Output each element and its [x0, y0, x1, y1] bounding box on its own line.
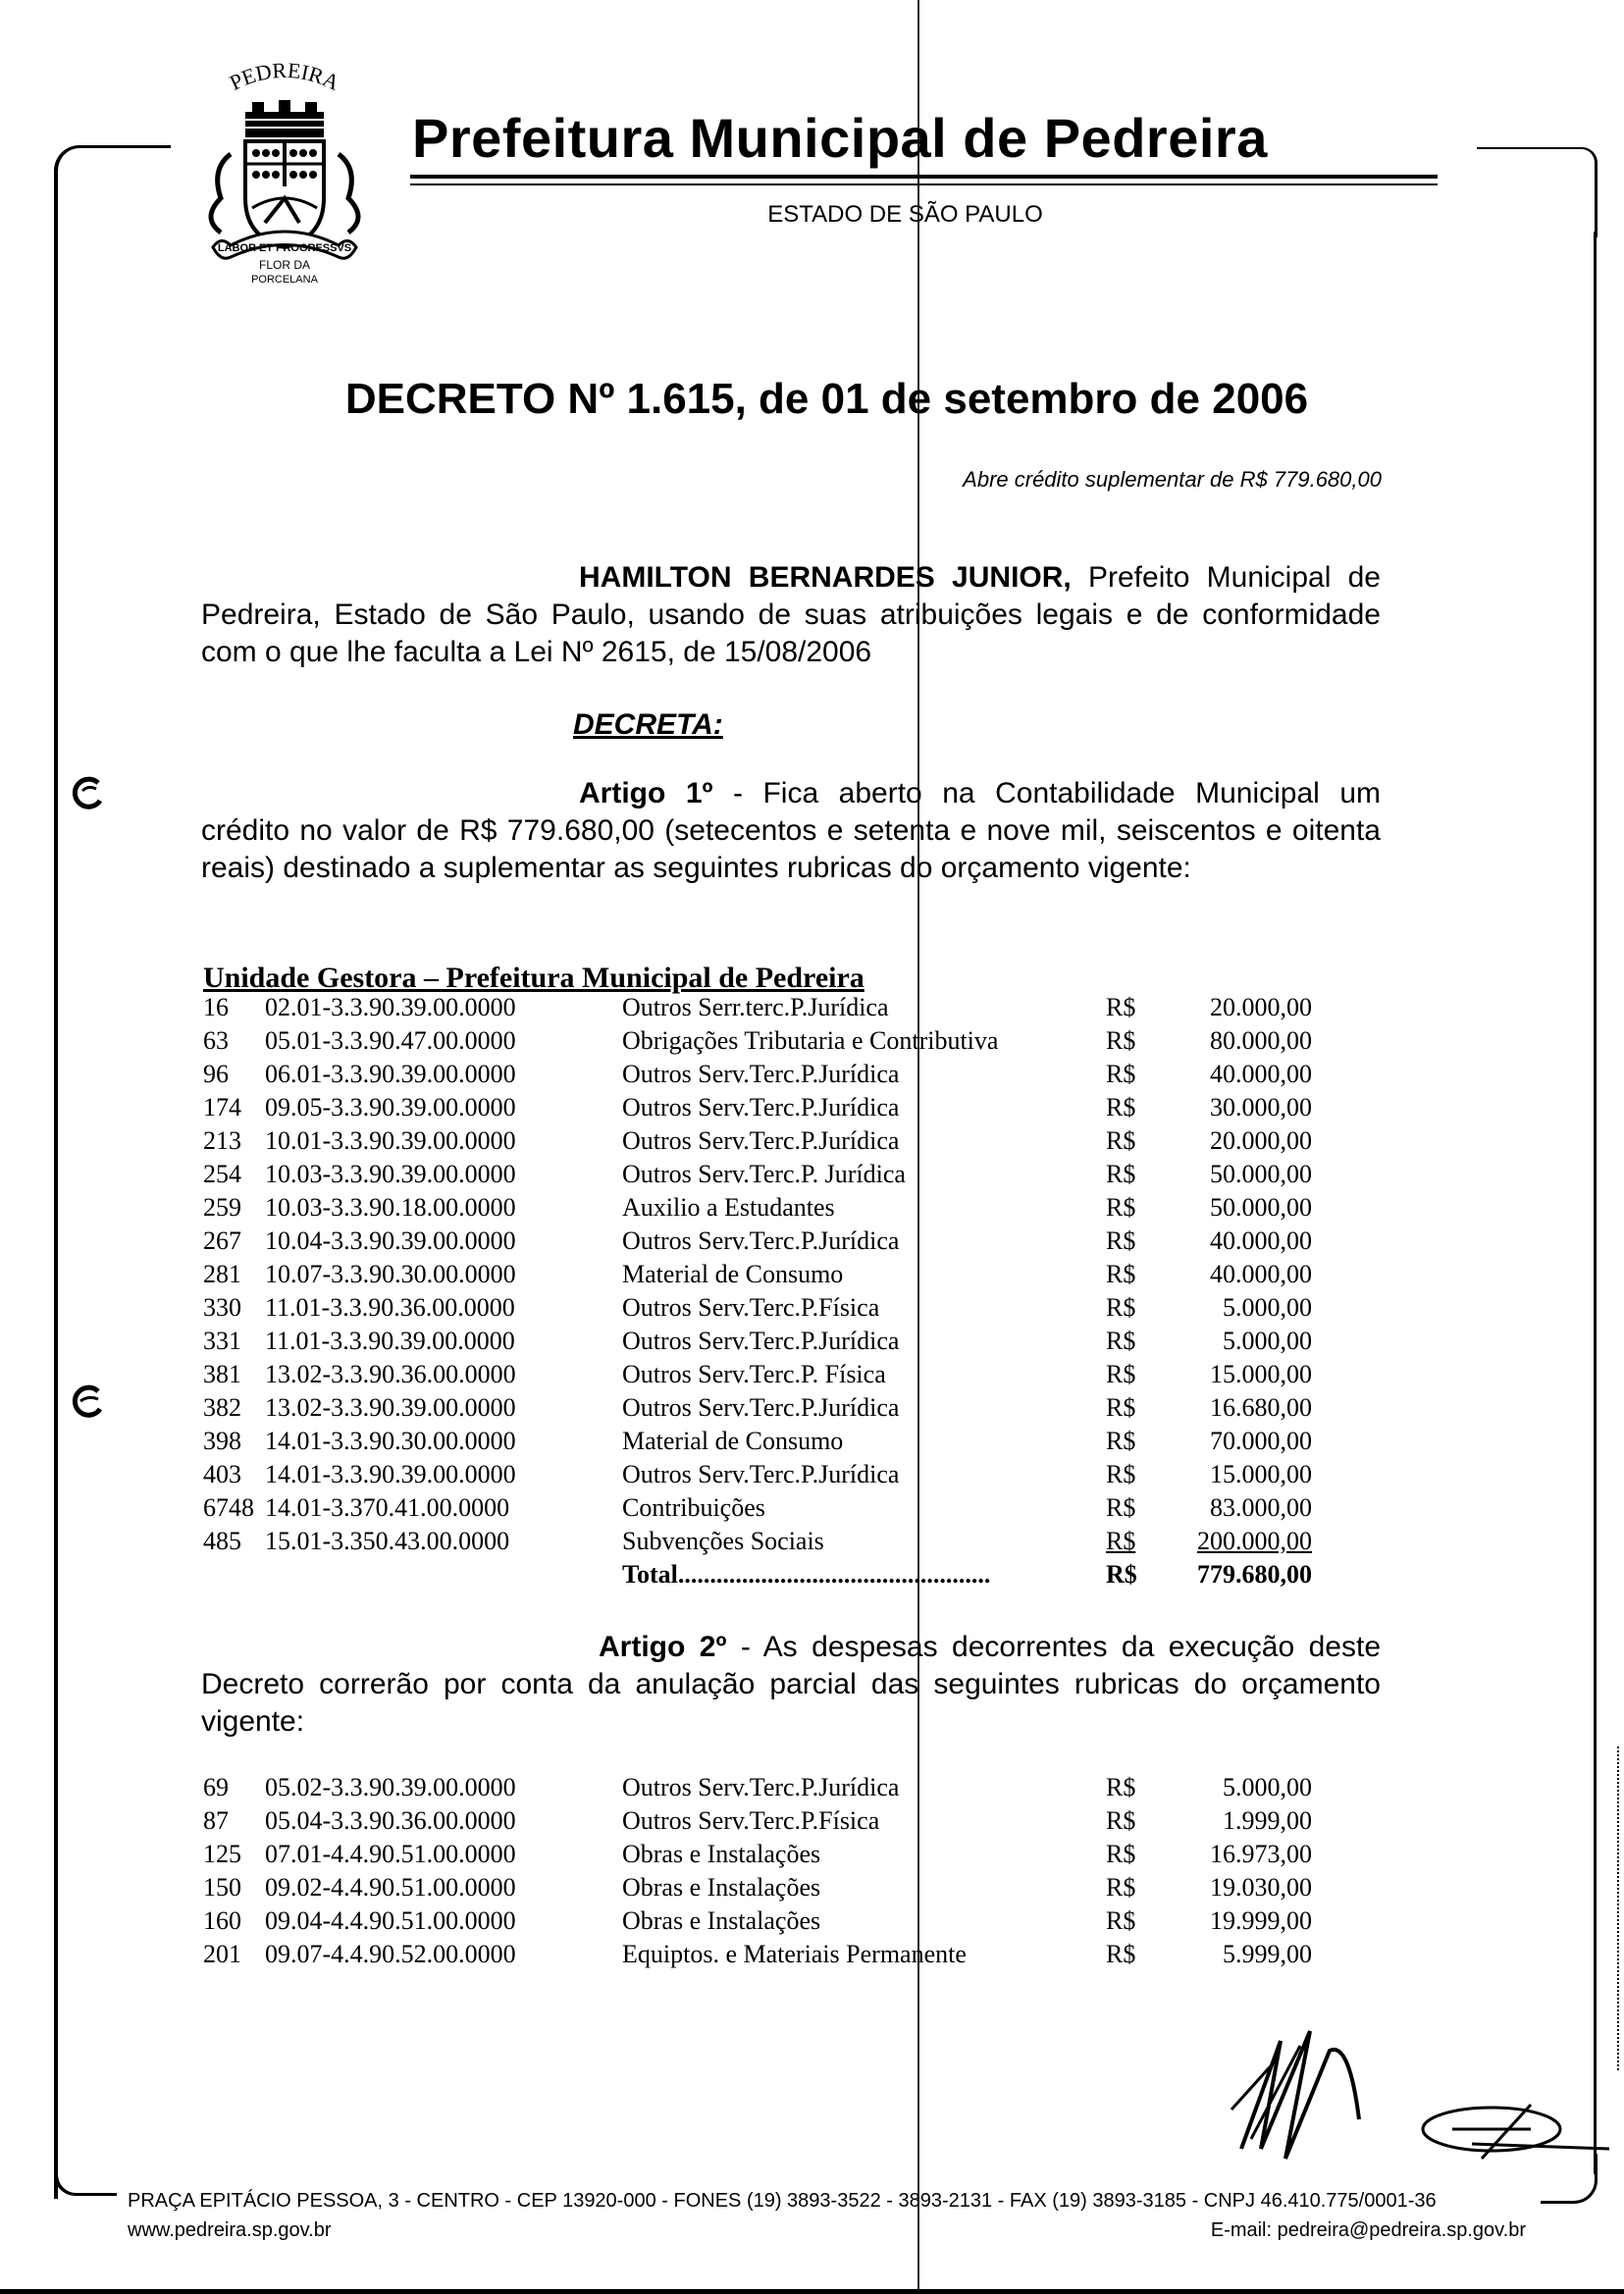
- preamble-text: Prefeito Municipal de Pedreira, Estado de São Paulo, usando de suas atribuições legais e de conformidade com o que lhe faculta a Lei Nº 2615, de 15/08/2006: [201, 561, 1381, 668]
- row-description: Outros Serv.Terc.P.Jurídica: [622, 1093, 900, 1121]
- mayor-name: HAMILTON BERNARDES JUNIOR,: [579, 561, 1072, 594]
- row-amount: 20.000,00: [1210, 1126, 1312, 1155]
- currency-label: R$: [1106, 1527, 1136, 1555]
- row-number: 174: [203, 1093, 241, 1121]
- row-number: 381: [203, 1360, 241, 1388]
- row-amount: 16.973,00: [1210, 1840, 1312, 1868]
- budget-code: 11.01-3.3.90.39.00.0000: [265, 1327, 515, 1355]
- table-row: [203, 1291, 1312, 1325]
- supplement-table: [203, 991, 1312, 1591]
- municipal-crest-logo: [191, 61, 378, 285]
- budget-code: 10.01-3.3.90.39.00.0000: [265, 1126, 516, 1155]
- row-number: 160: [203, 1906, 241, 1935]
- row-amount: 5.000,00: [1223, 1293, 1312, 1322]
- budget-code: 05.02-3.3.90.39.00.0000: [265, 1773, 516, 1801]
- row-number: 6748: [203, 1493, 254, 1522]
- table-row: [203, 1358, 1312, 1391]
- page-frame-left-bottom: [54, 2164, 117, 2196]
- budget-code: 09.05-3.3.90.39.00.0000: [265, 1093, 516, 1121]
- row-number: 201: [203, 1940, 241, 1968]
- row-description: Auxilio a Estudantes: [622, 1193, 835, 1222]
- row-amount: 16.680,00: [1210, 1393, 1312, 1422]
- coat-of-arms-icon: [191, 61, 378, 285]
- currency-label: R$: [1106, 1360, 1136, 1388]
- footer-email-link[interactable]: E-mail: pedreira@pedreira.sp.gov.br: [1210, 2219, 1526, 2241]
- table-row: [203, 1904, 1312, 1938]
- row-description: Material de Consumo: [622, 1427, 844, 1455]
- crest-bottom-text-2: PORCELANA: [251, 274, 318, 285]
- table-row: [203, 1871, 1312, 1904]
- currency-label: R$: [1106, 1493, 1136, 1522]
- article-1-label: Artigo 1º: [579, 777, 713, 809]
- row-amount: 5.999,00: [1223, 1940, 1312, 1968]
- row-amount: 200.000,00: [1197, 1527, 1312, 1555]
- row-amount: 40.000,00: [1210, 1226, 1312, 1255]
- table-row: [203, 1191, 1312, 1225]
- row-amount: 40.000,00: [1210, 1260, 1312, 1288]
- currency-label: R$: [1106, 1260, 1136, 1288]
- currency-label: R$: [1106, 1193, 1136, 1222]
- row-description: Outros Serv.Terc.P.Jurídica: [622, 1327, 900, 1355]
- scan-edge-marks: [1617, 1747, 1621, 2070]
- letterhead-subtitle: ESTADO DE SÃO PAULO: [767, 201, 1043, 228]
- budget-code: 10.07-3.3.90.30.00.0000: [265, 1260, 516, 1288]
- title-rule-thin: [410, 183, 1438, 185]
- currency-label: R$: [1106, 1327, 1136, 1355]
- row-amount: 80.000,00: [1210, 1026, 1312, 1055]
- row-amount: 15.000,00: [1210, 1360, 1312, 1388]
- footer-address: PRAÇA EPITÁCIO PESSOA, 3 - CENTRO - CEP 13920-000 - FONES (19) 3893-3522 - 3893-2131 - FAX (19) 3893-3185 - CNPJ 46.410.775/0001-36: [128, 2190, 1437, 2212]
- row-description: Outros Serv.Terc.P.Jurídica: [622, 1060, 900, 1088]
- crest-bottom-text-1: FLOR DA: [258, 258, 311, 272]
- row-number: 259: [203, 1193, 241, 1222]
- currency-label: R$: [1106, 993, 1136, 1021]
- table-row: [203, 1058, 1312, 1091]
- row-description: Outros Serv.Terc.P. Jurídica: [622, 1160, 906, 1188]
- row-description: Contribuições: [622, 1493, 765, 1522]
- budget-code: 09.02-4.4.90.51.00.0000: [265, 1873, 516, 1902]
- row-number: 63: [203, 1026, 229, 1055]
- row-amount: 50.000,00: [1210, 1160, 1312, 1188]
- row-description: Outros Serr.terc.P.Jurídica: [622, 993, 889, 1021]
- budget-code: 09.07-4.4.90.52.00.0000: [265, 1940, 516, 1968]
- row-amount: 19.999,00: [1210, 1906, 1312, 1935]
- currency-label: R$: [1106, 1293, 1136, 1322]
- table-total-row: [203, 1558, 1312, 1591]
- row-description: Obras e Instalações: [622, 1840, 821, 1868]
- footer-website-link[interactable]: www.pedreira.sp.gov.br: [128, 2219, 332, 2241]
- punch-hole-icon: [71, 775, 104, 810]
- row-number: 254: [203, 1160, 241, 1188]
- budget-code: 07.01-4.4.90.51.00.0000: [265, 1840, 516, 1868]
- annulment-table: [203, 1771, 1312, 1971]
- letterhead-title: Prefeitura Municipal de Pedreira: [412, 107, 1268, 169]
- total-currency: R$: [1106, 1560, 1137, 1589]
- currency-label: R$: [1106, 1906, 1136, 1935]
- budget-code: 10.03-3.3.90.39.00.0000: [265, 1160, 516, 1188]
- budget-code: 10.04-3.3.90.39.00.0000: [265, 1226, 516, 1255]
- article-1-text: - Fica aberto na Contabilidade Municipal um crédito no valor de R$ 779.680,00 (setecentos e setenta e nove mil, seiscentos e oitenta reais) destinado a suplementar as seguintes rubricas do orçamento vigente:: [201, 777, 1381, 884]
- article-1-paragraph: [201, 775, 1381, 887]
- currency-label: R$: [1106, 1840, 1136, 1868]
- svg-text:PEDREIRA: [226, 61, 343, 95]
- decree-heading: DECRETO Nº 1.615, de 01 de setembro de 2006: [344, 375, 1309, 423]
- row-number: 125: [203, 1840, 241, 1868]
- currency-label: R$: [1106, 1940, 1136, 1968]
- row-amount: 1.999,00: [1223, 1806, 1312, 1835]
- row-amount: 40.000,00: [1210, 1060, 1312, 1088]
- article-2-paragraph: [201, 1629, 1381, 1741]
- mayor-signature: [1202, 2002, 1379, 2168]
- table-row: [203, 991, 1312, 1024]
- row-description: Outros Serv.Terc.P.Jurídica: [622, 1460, 900, 1488]
- budget-code: 14.01-3.3.90.30.00.0000: [265, 1427, 516, 1455]
- punch-hole-icon: [71, 1383, 104, 1419]
- currency-label: R$: [1106, 1460, 1136, 1488]
- row-description: Outros Serv.Terc.P. Física: [622, 1360, 886, 1388]
- decree-ementa: Abre crédito suplementar de R$ 779.680,00: [963, 467, 1382, 492]
- table-row: [203, 1124, 1312, 1158]
- total-label: Total.................................................: [622, 1560, 991, 1589]
- table-row: [203, 1258, 1312, 1291]
- currency-label: R$: [1106, 1226, 1136, 1255]
- row-description: Equiptos. e Materiais Permanente: [622, 1940, 967, 1968]
- budget-code: 13.02-3.3.90.39.00.0000: [265, 1393, 516, 1422]
- row-number: 267: [203, 1226, 241, 1255]
- table-row: [203, 1325, 1312, 1358]
- row-amount: 20.000,00: [1210, 993, 1312, 1021]
- row-description: Subvenções Sociais: [622, 1527, 824, 1555]
- row-number: 150: [203, 1873, 241, 1902]
- budget-code: 10.03-3.3.90.18.00.0000: [265, 1193, 516, 1222]
- table-row: [203, 1391, 1312, 1425]
- table-row: [203, 1091, 1312, 1124]
- currency-label: R$: [1106, 1393, 1136, 1422]
- budget-code: 05.04-3.3.90.36.00.0000: [265, 1806, 516, 1835]
- table-row: [203, 1804, 1312, 1838]
- article-2-label: Artigo 2º: [599, 1631, 727, 1663]
- table-row: [203, 1158, 1312, 1191]
- row-amount: 19.030,00: [1210, 1873, 1312, 1902]
- row-number: 403: [203, 1460, 241, 1488]
- table-row: [203, 1024, 1312, 1058]
- row-description: Outros Serv.Terc.P.Jurídica: [622, 1226, 900, 1255]
- row-number: 96: [203, 1060, 229, 1088]
- row-description: Obrigações Tributaria e Contributiva: [622, 1026, 999, 1055]
- currency-label: R$: [1106, 1427, 1136, 1455]
- row-description: Outros Serv.Terc.P.Física: [622, 1806, 880, 1835]
- row-description: Outros Serv.Terc.P.Jurídica: [622, 1393, 900, 1422]
- table-1-heading: Unidade Gestora – Prefeitura Municipal de Pedreira: [203, 962, 864, 994]
- row-amount: 5.000,00: [1223, 1327, 1312, 1355]
- row-amount: 15.000,00: [1210, 1460, 1312, 1488]
- row-number: 213: [203, 1126, 241, 1155]
- preamble-paragraph: [201, 559, 1381, 671]
- table-row: [203, 1838, 1312, 1871]
- crest-top-text: PEDREIRA: [225, 61, 343, 95]
- title-rule: [410, 175, 1438, 179]
- row-description: Outros Serv.Terc.P.Jurídica: [622, 1126, 900, 1155]
- budget-code: 14.01-3.370.41.00.0000: [265, 1493, 510, 1522]
- currency-label: R$: [1106, 1060, 1136, 1088]
- row-amount: 70.000,00: [1210, 1427, 1312, 1455]
- secondary-signature: [1413, 2100, 1609, 2168]
- decreta-label: DECRETA:: [573, 708, 723, 741]
- currency-label: R$: [1106, 1126, 1136, 1155]
- currency-label: R$: [1106, 1806, 1136, 1835]
- table-row: [203, 1225, 1312, 1258]
- page-frame-left: [54, 145, 171, 2199]
- scan-bottom-edge: [0, 2289, 1624, 2294]
- budget-code: 14.01-3.3.90.39.00.0000: [265, 1460, 516, 1488]
- row-number: 281: [203, 1260, 241, 1288]
- table-row: [203, 1458, 1312, 1491]
- row-amount: 5.000,00: [1223, 1773, 1312, 1801]
- currency-label: R$: [1106, 1026, 1136, 1055]
- currency-label: R$: [1106, 1773, 1136, 1801]
- row-number: 87: [203, 1806, 229, 1835]
- budget-code: 05.01-3.3.90.47.00.0000: [265, 1026, 516, 1055]
- row-number: 398: [203, 1427, 241, 1455]
- row-amount: 83.000,00: [1210, 1493, 1312, 1522]
- budget-code: 13.02-3.3.90.36.00.0000: [265, 1360, 516, 1388]
- page-frame-right: [1594, 232, 1597, 2174]
- table-row: [203, 1938, 1312, 1971]
- row-description: Material de Consumo: [622, 1260, 844, 1288]
- table-row: [203, 1425, 1312, 1458]
- row-number: 485: [203, 1527, 241, 1555]
- row-amount: 50.000,00: [1210, 1193, 1312, 1222]
- row-description: Obras e Instalações: [622, 1873, 821, 1902]
- currency-label: R$: [1106, 1093, 1136, 1121]
- row-number: 69: [203, 1773, 229, 1801]
- crest-motto: LABOR ET PROGRESSVS: [217, 242, 352, 254]
- budget-code: 09.04-4.4.90.51.00.0000: [265, 1906, 516, 1935]
- row-description: Outros Serv.Terc.P.Física: [622, 1293, 880, 1322]
- table-row: [203, 1771, 1312, 1804]
- currency-label: R$: [1106, 1873, 1136, 1902]
- budget-code: 15.01-3.350.43.00.0000: [265, 1527, 510, 1555]
- row-number: 330: [203, 1293, 241, 1322]
- article-2-text: - As despesas decorrentes da execução deste Decreto correrão por conta da anulação parcial das seguintes rubricas do orçamento vigente:: [201, 1631, 1381, 1738]
- currency-label: R$: [1106, 1160, 1136, 1188]
- row-description: Obras e Instalações: [622, 1906, 821, 1935]
- row-number: 16: [203, 993, 229, 1021]
- total-amount: 779.680,00: [1197, 1560, 1312, 1589]
- row-description: Outros Serv.Terc.P.Jurídica: [622, 1773, 900, 1801]
- row-number: 331: [203, 1327, 241, 1355]
- table-row: [203, 1491, 1312, 1525]
- table-row: [203, 1525, 1312, 1558]
- row-number: 382: [203, 1393, 241, 1422]
- row-amount: 30.000,00: [1210, 1093, 1312, 1121]
- budget-code: 06.01-3.3.90.39.00.0000: [265, 1060, 516, 1088]
- budget-code: 02.01-3.3.90.39.00.0000: [265, 993, 516, 1021]
- budget-code: 11.01-3.3.90.36.00.0000: [265, 1293, 515, 1322]
